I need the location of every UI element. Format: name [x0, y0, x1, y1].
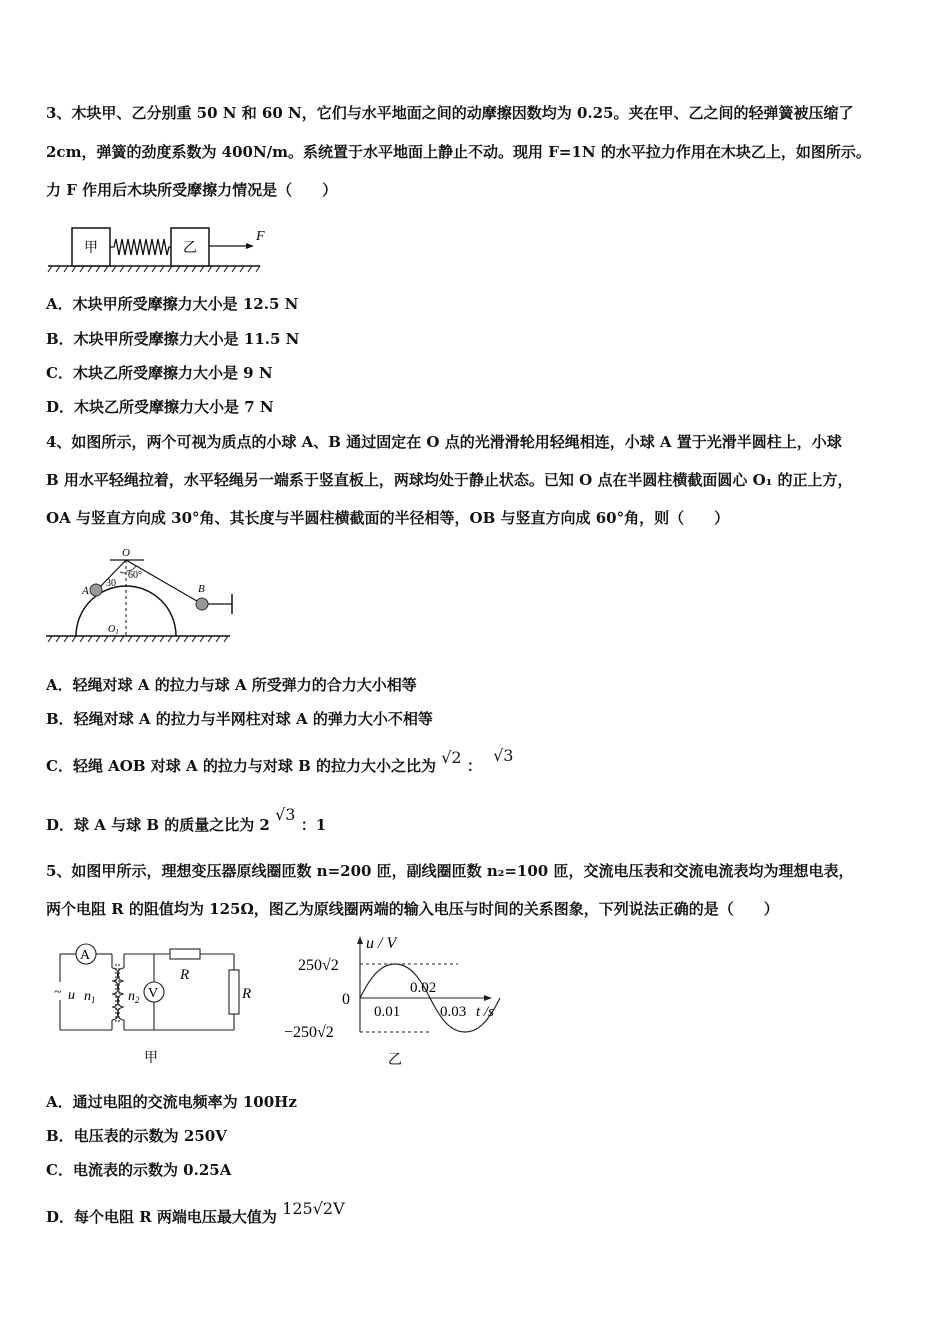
x-axis-label: t /s — [476, 1004, 494, 1020]
rope-ob — [126, 560, 202, 604]
q5-transformer-circuit — [50, 940, 270, 1070]
sqrt-2: √2 — [441, 748, 462, 767]
origin-label: 0 — [342, 991, 350, 1008]
q3-option-b: B．木块甲所受摩擦力大小是 11.5 N — [46, 330, 300, 348]
resistor-top-label: R — [180, 967, 190, 983]
q3-option-a: A．木块甲所受摩擦力大小是 12.5 N — [46, 295, 299, 313]
q5-option-a: A．通过电阻的交流电频率为 100Hz — [46, 1093, 297, 1111]
ground — [48, 266, 260, 272]
tick-0.01: 0.01 — [374, 1004, 401, 1020]
ammeter-label: A — [80, 948, 91, 963]
tick-0.03: 0.03 — [440, 1004, 467, 1020]
y-axis-label: u / V — [366, 935, 397, 952]
q5-option-d — [46, 1199, 345, 1227]
y-axis-arrow — [357, 936, 363, 944]
q5-voltage-time-graph — [278, 930, 518, 1070]
q4-option-c-text: C．轻绳 AOB 对球 A 的拉力与对球 B 的拉力大小之比为 — [46, 757, 436, 775]
q4-option-d — [46, 805, 327, 835]
spring — [110, 239, 171, 255]
q4-line-1: 4、如图所示，两个可视为质点的小球 A、B 通过固定在 O 点的光滑滑轮用轻绳相连，小球 A 置于光滑半圆柱上，小球 — [46, 433, 842, 451]
resistor-top — [170, 949, 200, 959]
primary-turns-label: $n_1$ — [84, 989, 96, 1005]
point-o-label: O — [122, 547, 130, 559]
q3-line-1: 3、木块甲、乙分别重 50 N 和 60 N，它们与水平地面之间的动摩擦因数均为 0.25。夹在甲、乙之间的轻弹簧被压缩了 — [46, 104, 854, 122]
ground — [46, 636, 230, 642]
sqrt-3: √3 — [493, 746, 514, 765]
block-jia-label: 甲 — [84, 241, 98, 256]
q4-line-3: OA 与竖直方向成 30°角、其长度与半圆柱横截面的半径相等，OB 与竖直方向成 60°角，则（ ） — [46, 509, 730, 527]
q5-line-1: 5、如图甲所示，理想变压器原线圈匝数 n=200 匝，副线圈匝数 n₂=100 匝，交流电压表和交流电流表均为理想电表， — [46, 862, 854, 880]
q4-semicylinder-figure — [44, 544, 244, 652]
q4-line-2: B 用水平轻绳拉着，水平轻绳另一端系于竖直板上，两球均处于静止状态。已知 O 点在半圆柱横截面圆心 O₁ 的正上方， — [46, 471, 853, 489]
ymax-label: 250√2 — [298, 957, 339, 974]
sqrt-3: √3 — [275, 805, 296, 824]
resistor-right — [229, 970, 239, 1014]
secondary-turns-label: $n_2$ — [128, 989, 140, 1005]
center-o1-label: $O_1$ — [108, 624, 119, 636]
force-label: F — [256, 229, 265, 244]
q4-option-b: B．轻绳对球 A 的拉力与半网柱对球 A 的弹力大小不相等 — [46, 710, 433, 728]
ymin-label: −250√2 — [284, 1024, 334, 1041]
angle-60-label: 60° — [128, 570, 142, 581]
x-axis-arrow — [484, 995, 492, 1001]
ball-b-label: B — [198, 583, 205, 595]
q5-option-d-text: D．每个电阻 R 两端电压最大值为 — [46, 1208, 277, 1226]
angle-30-label: 30 — [106, 578, 116, 589]
q3-line-3: 力 F 作用后木块所受摩擦力情况是（ ） — [46, 181, 338, 199]
resistor-right-label: R — [242, 986, 252, 1002]
block-yi-label: 乙 — [183, 241, 197, 256]
input-voltage-label: u — [68, 988, 75, 1003]
tick-0.02: 0.02 — [410, 980, 437, 996]
ac-source-symbol: ~ — [54, 985, 62, 1000]
figure-yi-caption: 乙 — [388, 1053, 402, 1068]
q3-option-d: D．木块乙所受摩擦力大小是 7 N — [46, 398, 274, 416]
q3-option-c: C．木块乙所受摩擦力大小是 9 N — [46, 364, 273, 382]
q4-option-a: A．轻绳对球 A 的拉力与球 A 所受弹力的合力大小相等 — [46, 676, 417, 694]
q5-option-c: C．电流表的示数为 0.25A — [46, 1161, 232, 1179]
ball-a — [90, 584, 102, 596]
figure-jia-caption: 甲 — [144, 1051, 158, 1066]
voltmeter-label: V — [148, 986, 159, 1001]
force-arrow — [209, 243, 254, 249]
q4-option-d-text: D．球 A 与球 B 的质量之比为 2 — [46, 816, 270, 834]
q5-line-2: 两个电阻 R 的阻值均为 125Ω，图乙为原线圈两端的输入电压与时间的关系图象，下列说法正确的是（ ） — [46, 900, 779, 918]
q3-blocks-spring-figure — [44, 222, 284, 274]
ratio-separator: ： — [466, 757, 482, 775]
q3-line-2: 2cm，弹簧的劲度系数为 400N/m。系统置于水平地面上静止不动。现用 F=1N 的水平拉力作用在木块乙上，如图所示。 — [46, 143, 871, 161]
q4-option-d-end: ：1 — [300, 816, 327, 834]
angle-30-arc — [120, 572, 126, 573]
q4-option-c — [46, 746, 514, 776]
ball-b — [196, 598, 208, 610]
q5-option-b: B．电压表的示数为 250V — [46, 1127, 227, 1145]
ball-a-label: A — [82, 585, 89, 597]
max-voltage-value: 125√2V — [282, 1199, 345, 1218]
